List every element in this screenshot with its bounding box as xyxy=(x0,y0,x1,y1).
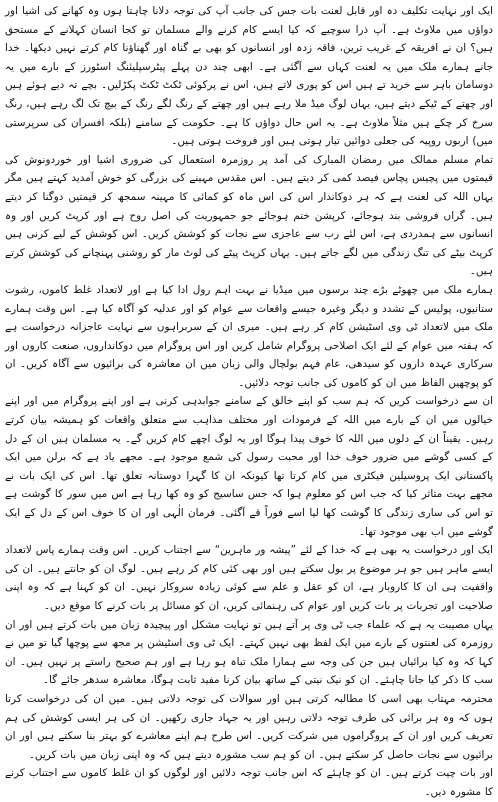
paragraph-3: ہمارے ملک میں چھوٹے بڑے چند برسوں میں میڈیا نے بہت اہم رول ادا کیا ہے اور لاتعداد غلط کاموں، رشوت ستانیوں، پولیس کے تشدد و دیگر وغیرہ جیسے واقعات سے عوام کو اور عدلیہ کو آگاہ کیا ہے۔ اس وقت ہمارے ملک میں لاتعداد ٹی وی اسٹیشن کام کر رہے ہیں۔ میری ان کے سربراہوں سے نہایت عاجزانہ درخواست ہے کہ ہفتہ میں عوام کے لئے ایک اصلاحی پروگرام شامل کریں اور اس پروگرام میں دوکانداروں، صنعت کاروں اور سرکاری عہدہ داروں کو سیدھی، عام فہم بولچال والی زبان میں ان معاشرہ کی برائیوں سے آگاہ کریں۔ ان کو پوچھیں الفاظ میں ان کو کاموں کی جانب توجہ دلائیں۔ xyxy=(5,283,493,389)
paragraph-4: ان سے درخواست کریں کہ ہم سب کو اپنے خالق کے سامنے جوابدہی کرنی ہے اور اپنے پروگرام میں اور اپنے خیالوں میں ان کے بارے میں اللہ کے فرمودات اور مختلف مذاہب سے متعلق واقعات کو ہمیشہ بیان کرتے رہیں۔ یقیناً ان کے دلوں میں اللہ کا خوف پیدا ہوگا اور یہ لوگ اچھے کام کریں گے۔ یہ مسلمان ہیں ان کے دل کے کسی گوشے میں ضرور خوف خدا اور محبت رسول کی شمع موجود ہے۔ مجھے یاد ہے کہ برلن میں ایک پاکستانی ایک پروسیلین فیکٹری میں کام کرتا تھا کیونکہ ان کا گہرا دوستانہ تعلق تھا۔ اس کی ایک بات نے مجھے بہت متاثر کیا کہ جب اس کو معلوم ہوا کہ جس ساسیج کو وہ کھا رہا ہے اس میں سور کا گوشت ہے تو اس کی ساری زندگی کا گوشت کھا لیا اسے فوراً قے آگئی۔ فرمان الٰہی اور ان کا خوف اس کے دل کے ایک گوشے میں اب بھی موجود تھا۔ xyxy=(5,395,493,538)
paragraph-1: ایک اور نہایت تکلیف دہ اور قابل لعنت بات جس کی جانب آپ کی توجہ دلانا چاہتا ہوں وہ کھانے کی اشیا اور دواؤں میں ملاوٹ ہے۔ آپ ذرا سوچیے کہ کیا ایسے کام کرنے والے مسلمان تو کجا انسان کہلانے کے مستحق ہیں؟ ان نے افریقہ کے غریب ترین، فاقہ زدہ اور انسانوں کو بھی بے گناہ اور گھناؤنا کام کرتے نہیں دیکھا۔ خدا جانے ہمارے ملک میں یہ لعنت کہاں سے آگئی ہے۔ ابھی چند دن پہلے پیٹرسپلیئنگ اسٹورز کے بارے میں یہ دوسامان باہر سے خرید تے ہیں اس کو پوری لاتے ہیں، اس نے پرکوئی ٹکٹ ٹکٹ پکڑلیں۔ بچے تہ دیے ہوئے ہیں اور چھتے کے ٹیکے دیتے ہیں، یہاں لوگ میڈ ملا رہے ہیں اور چھتے کے رنگ لگے رنگ کے بیچ تک لگ رہے ہیں، رنگ سرخ کر چکے ہیں مثلاً ملاوٹ ہے۔ یہ اس حال دواؤں کا ہے۔ حکومت کے سامنے (بلکہ افسران کی سرپرستی میں) اربوں روپیہ کی جعلی دوائیں تیار ہوتی ہیں اور فروخت ہوتی ہیں۔ xyxy=(5,5,493,148)
paragraph-5: ایک اور درخواست یہ بھی ہے کہ خدا کے لئے ”پیشہ ور ماہرین“ سے اجتناب کریں۔ اس وقت ہمارے پاس لاتعداد ایسے ماہر ہیں جو ہر موضوع پر بول سکتے ہیں اور بھی کئی کام کر رہے ہیں۔ لوگ ان کو جانتے ہیں۔ ان کی واقفیت ہی ان کا کاروبار ہے، ان کو عقل و علم سے کوئی زیادہ سروکار نہیں۔ ان کو کہنا ہے کہ وہ اپنی صلاحیت اور تجربات پر بات کریں اور عوام کی رہنمائی کریں، ان کو مسائل پر بات کرنے کا موقع دیں۔ xyxy=(5,544,493,612)
paragraph-6: یہاں مصیبت یہ ہے کہ علماء جب ٹی وی پر آتے ہیں تو نہایت مشکل اور پیچیدہ زبان میں بات کرتے ہیں اور ان روزمرہ کی لعنتوں کے بارے میں ایک لفظ بھی نہیں کہتے۔ ایک ٹی وی اسٹیشن پر مجھ سے پوچھا گیا تو میں نے کہا کہ وہ کیا برائیاں ہیں جن کی وجہ سے ہمارا ملک تباہ ہو رہا ہے اور ہم صحیح راستے پر نہیں ہیں۔ ان سب کا ذکر کیا جانا چاہئے۔ ان کو نیک نیتی کے ساتھ بیان کرنا مفید ثابت ہوگا، معاشرہ سدھر جائے گا۔ xyxy=(5,618,493,687)
paragraph-8: اور بات چیت کرتے ہیں۔ ان کو چاہئے کہ اس جانب توجہ دلائیں اور لوگوں کو ان غلط کاموں سے اجتناب کرنے کا مشورہ دیں۔ xyxy=(5,767,493,798)
paragraph-7: محترمہ مہتاب بھی اسی کا مطالبہ کرتی ہیں اور سوالات کی توجہ دلاتی ہیں۔ میں ان کی درخواست کرتا ہوں کہ وہ ہر برائی کی طرف توجہ دلاتی رہیں اور یہ جہاد جاری رکھیں۔ ان کی ہر ایسی کوشش کی ہم تعریف کریں اور ان کے پروگراموں میں شرکت کریں۔ اس طرح ہم اپنے معاشرے کو بہتر بنا سکتے ہیں اور ان برائیوں سے نجات حاصل کر سکتے ہیں۔ ان کو ہم سب مشورہ دیتے ہیں کہ وہ اپنی زبان میں بات کریں۔ xyxy=(5,692,493,761)
paragraph-2: تمام مسلم ممالک میں رمضان المبارک کی آمد پر روزمرہ استعمال کی ضروری اشیا اور خوردونوش کی قیمتوں میں پچیس پچاس فیصد کمی کر دیتے ہیں۔ اس مقدس مہینے کی بزرگی کو خوش آمدید کہتے ہیں مگر یہاں اللہ کی لعنت ہے کہ ہر دوکاندار اس کی اس ماہ کو کمائی کا مہینہ سمجھ کر قیمتیں دوگنا کر دیتے ہیں۔ گراں فروشی بند ہوجائے، کرپشن ختم ہوجائے جو جمہوریت کی اصل روح ہے اور کرپٹ کریں اور وہ انسانوں سے ہمدردی ہے، اس لئے رب سے عاجزی سے نجات کو کوشش کریں۔ اس کوشش کے لیے کرنی ہیں کرپٹ بیٹے کی تنگ زندگی میں لگے جاتے ہیں۔ یہاں کرپٹ پیٹے کی لوٹ مار کو روشنی پہنچانے کی کوشش کرتے ہیں۔ xyxy=(5,153,493,278)
